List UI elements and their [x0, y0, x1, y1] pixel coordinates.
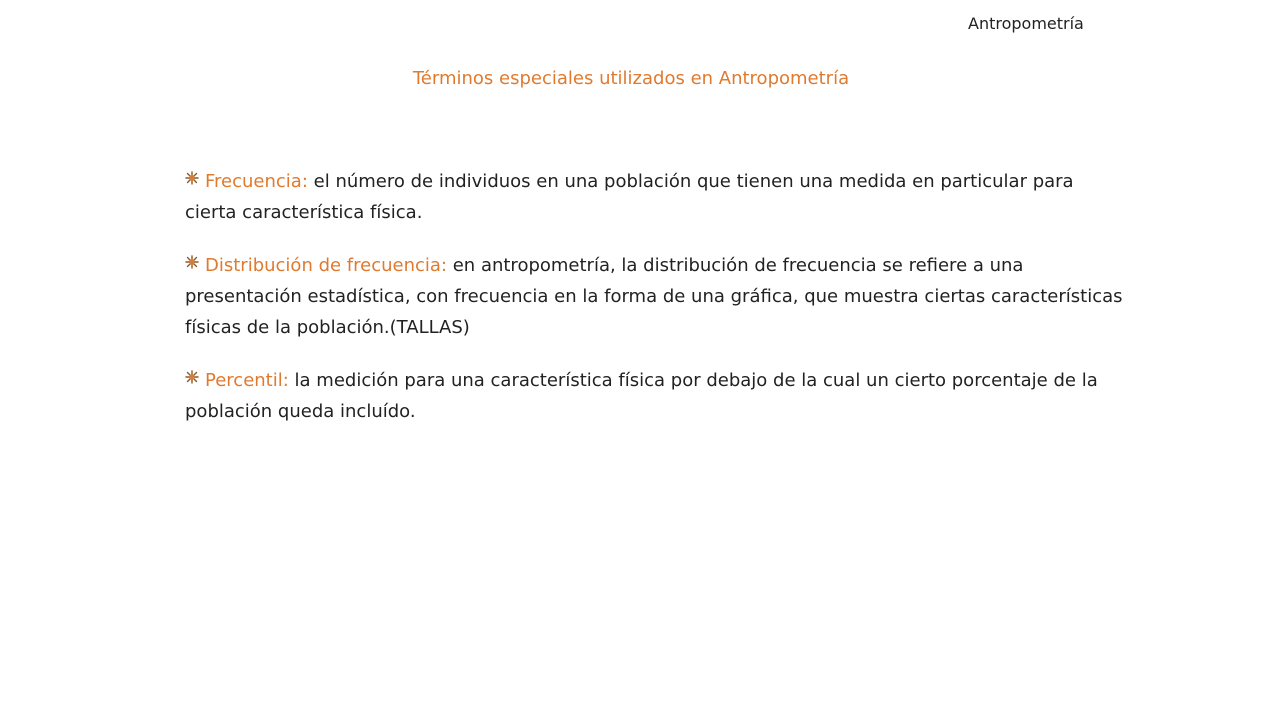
- star-burst-icon: [185, 171, 199, 185]
- star-burst-icon: [185, 370, 199, 384]
- slide-title: Términos especiales utilizados en Antropometría: [412, 68, 850, 89]
- term-label: Frecuencia:: [205, 171, 308, 192]
- term-label: Percentil:: [205, 370, 289, 391]
- term-definition: en antropometría, la distribución de frecuencia se refiere a una presentación estadística, con frecuencia en la forma de una gráfica, que muestra ciertas características físicas de la población.(TALLAS): [185, 255, 1123, 338]
- terms-list: [185, 166, 1125, 449]
- term-label: Distribución de frecuencia:: [205, 255, 447, 276]
- star-burst-icon: [185, 255, 199, 269]
- term-definition: la medición para una característica física por debajo de la cual un cierto porcentaje de la población queda incluído.: [185, 370, 1098, 422]
- term-item-frecuencia: [185, 166, 1125, 228]
- header-label: Antropometría: [968, 14, 1084, 33]
- term-definition: el número de individuos en una población que tienen una medida en particular para cierta característica física.: [185, 171, 1074, 223]
- term-item-distribucion-de-frecuencia: [185, 250, 1125, 343]
- term-item-percentil: [185, 365, 1125, 427]
